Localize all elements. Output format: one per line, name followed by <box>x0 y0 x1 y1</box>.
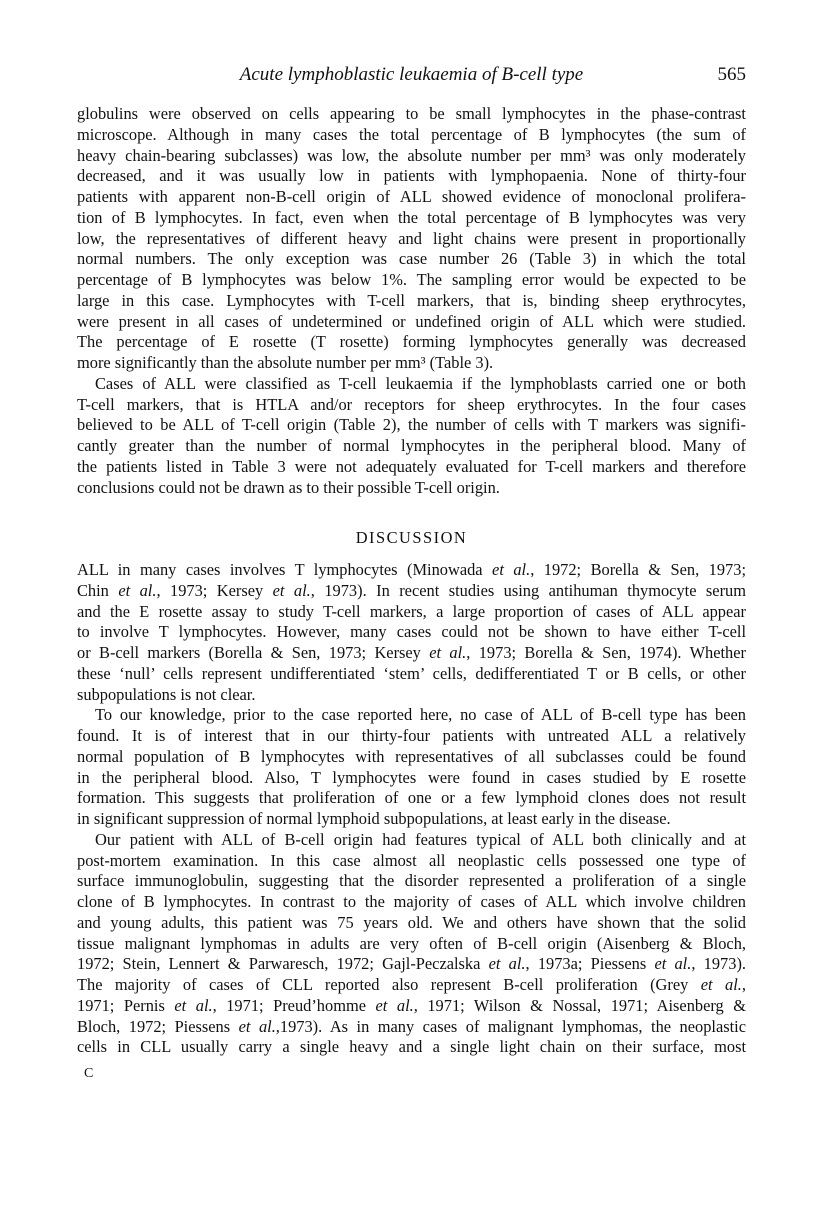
text-segment: low, the representatives of different heavy and light chains were present in proportionally <box>77 228 746 248</box>
text-line <box>77 395 746 416</box>
text-line <box>77 457 746 478</box>
text-line <box>77 768 746 789</box>
text-segment: believed to be ALL of T-cell origin (Table 2), the number of cells with T markers was signifi- <box>77 415 746 435</box>
text-segment: heavy chain-bearing subclasses) was low, the absolute number per mm³ was only moderately <box>77 145 746 165</box>
text-segment: found. It is of interest that in our thirty-four patients with untreated ALL a relatively <box>77 726 746 745</box>
text-segment: , 1971; Preud’homme <box>212 995 376 1015</box>
text-segment: , 1973a; Piessens <box>525 954 655 974</box>
text-segment: post-mortem examination. In this case almost all neoplastic cells possessed one type of <box>77 850 746 870</box>
text-segment: normal numbers. The only exception was case number 26 (Table 3) in which the total <box>77 249 746 269</box>
text-line <box>77 125 746 146</box>
text-segment: The majority of cases of CLL reported also represent B-cell proliferation (Grey <box>77 975 701 994</box>
text-line <box>77 602 746 623</box>
text-segment: Bloch, 1972; Piessens <box>77 1016 239 1036</box>
text-segment: in the peripheral blood. Also, T lymphocytes were found in cases studied by E rosette <box>77 767 746 787</box>
text-line <box>77 622 746 643</box>
page-header <box>77 64 746 90</box>
text-line <box>77 1017 746 1038</box>
text-segment: subpopulations is not clear. <box>77 684 256 704</box>
text-line <box>77 726 746 747</box>
paragraph <box>77 830 746 1058</box>
text-line <box>77 581 746 602</box>
text-segment: The percentage of E rosette (T rosette) forming lymphocytes generally was decreased <box>77 332 746 352</box>
text-line <box>77 664 746 685</box>
results-continuation <box>77 104 746 498</box>
text-line <box>77 560 746 581</box>
text-line <box>77 415 746 436</box>
text-line <box>77 270 746 291</box>
paragraph <box>77 374 746 499</box>
running-title: Acute lymphoblastic leukaemia of B-cell type <box>239 64 584 85</box>
discussion-section <box>77 560 746 1058</box>
italic-citation: et al. <box>429 643 467 662</box>
text-line <box>77 975 746 996</box>
text-line <box>77 187 746 208</box>
italic-citation: et al. <box>272 580 311 600</box>
text-line <box>77 705 746 726</box>
text-line <box>77 332 746 353</box>
text-segment: and young adults, this patient was 75 years old. We and others have shown that the solid <box>77 912 746 932</box>
text-segment: 1972; Stein, Lennert & Parwaresch, 1972; Gajl-Peczalska <box>77 954 489 974</box>
text-segment: , 1973). In recent studies using antihuman thymocyte serum <box>310 580 746 600</box>
text-segment: these ‘null’ cells represent undifferentiated ‘stem’ cells, dedifferentiated T or B cells, or other <box>77 663 746 683</box>
text-segment: more significantly than the absolute number per mm³ (Table 3). <box>77 353 494 372</box>
text-segment: Our patient with ALL of B-cell origin had features typical of ALL both clinically and at <box>95 829 746 849</box>
text-segment: , 1971; Wilson & Nossal, 1971; Aisenberg & <box>413 995 747 1015</box>
text-segment: or B-cell markers (Borella & Sen, 1973; Kersey <box>77 643 430 662</box>
italic-citation: et al. <box>654 954 692 974</box>
text-segment: Chin <box>77 580 119 600</box>
text-segment: patients with apparent non-B-cell origin of ALL showed evidence of monoclonal prolifera- <box>77 187 746 206</box>
text-segment: cells in CLL usually carry a single heavy and a single light chain on their surface, most <box>77 1037 746 1057</box>
text-segment: T-cell markers, that is HTLA and/or receptors for sheep erythrocytes. In the four cases <box>77 394 746 414</box>
italic-citation: et al. <box>174 995 213 1015</box>
text-line <box>77 809 746 830</box>
text-line <box>77 374 746 395</box>
text-line <box>77 871 746 892</box>
text-line <box>77 249 746 270</box>
text-segment: To our knowledge, prior to the case reported here, no case of ALL of B-cell type has been <box>95 705 746 725</box>
text-line <box>77 913 746 934</box>
text-line <box>77 229 746 250</box>
text-line <box>77 643 746 664</box>
text-segment: normal population of B lymphocytes with representatives of all subclasses could be found <box>77 746 746 766</box>
text-line <box>77 1037 746 1058</box>
text-segment: cantly greater than the number of normal lymphocytes in the peripheral blood. Many of <box>77 436 746 455</box>
italic-citation: et al. <box>118 580 157 600</box>
text-line <box>77 166 746 187</box>
text-segment: ,1973). As in many cases of malignant lymphomas, the neoplastic <box>275 1016 746 1036</box>
text-line <box>77 312 746 333</box>
text-segment: , 1973). <box>691 954 746 974</box>
text-line <box>77 788 746 809</box>
text-segment: 1971; Pernis <box>77 995 175 1015</box>
text-segment: in significant suppression of normal lymphoid subpopulations, at least early in the disease. <box>77 809 671 828</box>
signature-mark: C <box>84 1066 94 1081</box>
italic-citation: et al. <box>375 995 414 1015</box>
text-segment: , <box>741 975 746 994</box>
text-segment: to involve T lymphocytes. However, many cases could not be shown to have either T-cell <box>77 622 746 642</box>
text-segment: , 1973; Kersey <box>156 580 273 600</box>
text-segment: decreased, and it was usually low in patients with lymphopaenia. None of thirty-four <box>77 166 746 186</box>
text-line <box>77 208 746 229</box>
text-line <box>77 934 746 955</box>
text-segment: globulins were observed on cells appearing to be small lymphocytes in the phase-contrast <box>77 104 746 123</box>
text-line <box>77 291 746 312</box>
text-segment: and the E rosette assay to study T-cell markers, a large proportion of cases of ALL appear <box>77 601 746 621</box>
text-segment: surface immunoglobulin, suggesting that the disorder represented a proliferation of a single <box>77 871 746 891</box>
text-line <box>77 954 746 975</box>
text-segment: formation. This suggests that proliferation of one or a few lymphoid clones does not result <box>77 788 746 808</box>
text-segment: Cases of ALL were classified as T-cell leukaemia if the lymphoblasts carried one or both <box>95 373 746 393</box>
text-segment: tissue malignant lymphomas in adults are very often of B-cell origin (Aisenberg & Bloch, <box>77 933 746 953</box>
text-segment: tion of B lymphocytes. In fact, even when the total percentage of B lymphocytes was very <box>77 207 746 227</box>
italic-citation: et al. <box>700 975 742 994</box>
text-line <box>77 996 746 1017</box>
text-line <box>77 436 746 457</box>
paragraph <box>77 560 746 705</box>
text-line <box>77 146 746 167</box>
text-line <box>77 851 746 872</box>
section-heading-discussion: DISCUSSION <box>355 528 468 547</box>
text-segment: clone of B lymphocytes. In contrast to the majority of cases of ALL which involve children <box>77 892 746 911</box>
text-segment: percentage of B lymphocytes was below 1%. The sampling error would be expected to be <box>77 270 746 289</box>
paragraph <box>77 705 746 830</box>
text-segment: microscope. Although in many cases the total percentage of B lymphocytes (the sum of <box>77 124 746 144</box>
text-line <box>77 104 746 125</box>
text-segment: conclusions could not be drawn as to their possible T-cell origin. <box>77 477 500 497</box>
page-number: 565 <box>717 64 746 85</box>
italic-citation: et al. <box>238 1016 276 1036</box>
text-segment: the patients listed in Table 3 were not adequately evaluated for T-cell markers and therefore <box>77 456 746 476</box>
text-line <box>77 747 746 768</box>
italic-citation: et al. <box>492 560 531 579</box>
text-line <box>77 892 746 913</box>
text-line <box>77 685 746 706</box>
text-line <box>77 830 746 851</box>
text-segment: , 1973; Borella & Sen, 1974). Whether <box>466 643 746 662</box>
paragraph <box>77 104 746 374</box>
italic-citation: et al. <box>488 954 526 974</box>
text-segment: ALL in many cases involves T lymphocytes (Minowada <box>77 560 493 579</box>
text-line <box>77 478 746 499</box>
text-line <box>77 353 746 374</box>
text-segment: , 1972; Borella & Sen, 1973; <box>530 560 746 579</box>
text-segment: large in this case. Lymphocytes with T-cell markers, that is, binding sheep erythrocytes, <box>77 290 746 310</box>
text-segment: were present in all cases of undetermined or undefined origin of ALL which were studied. <box>77 311 746 331</box>
